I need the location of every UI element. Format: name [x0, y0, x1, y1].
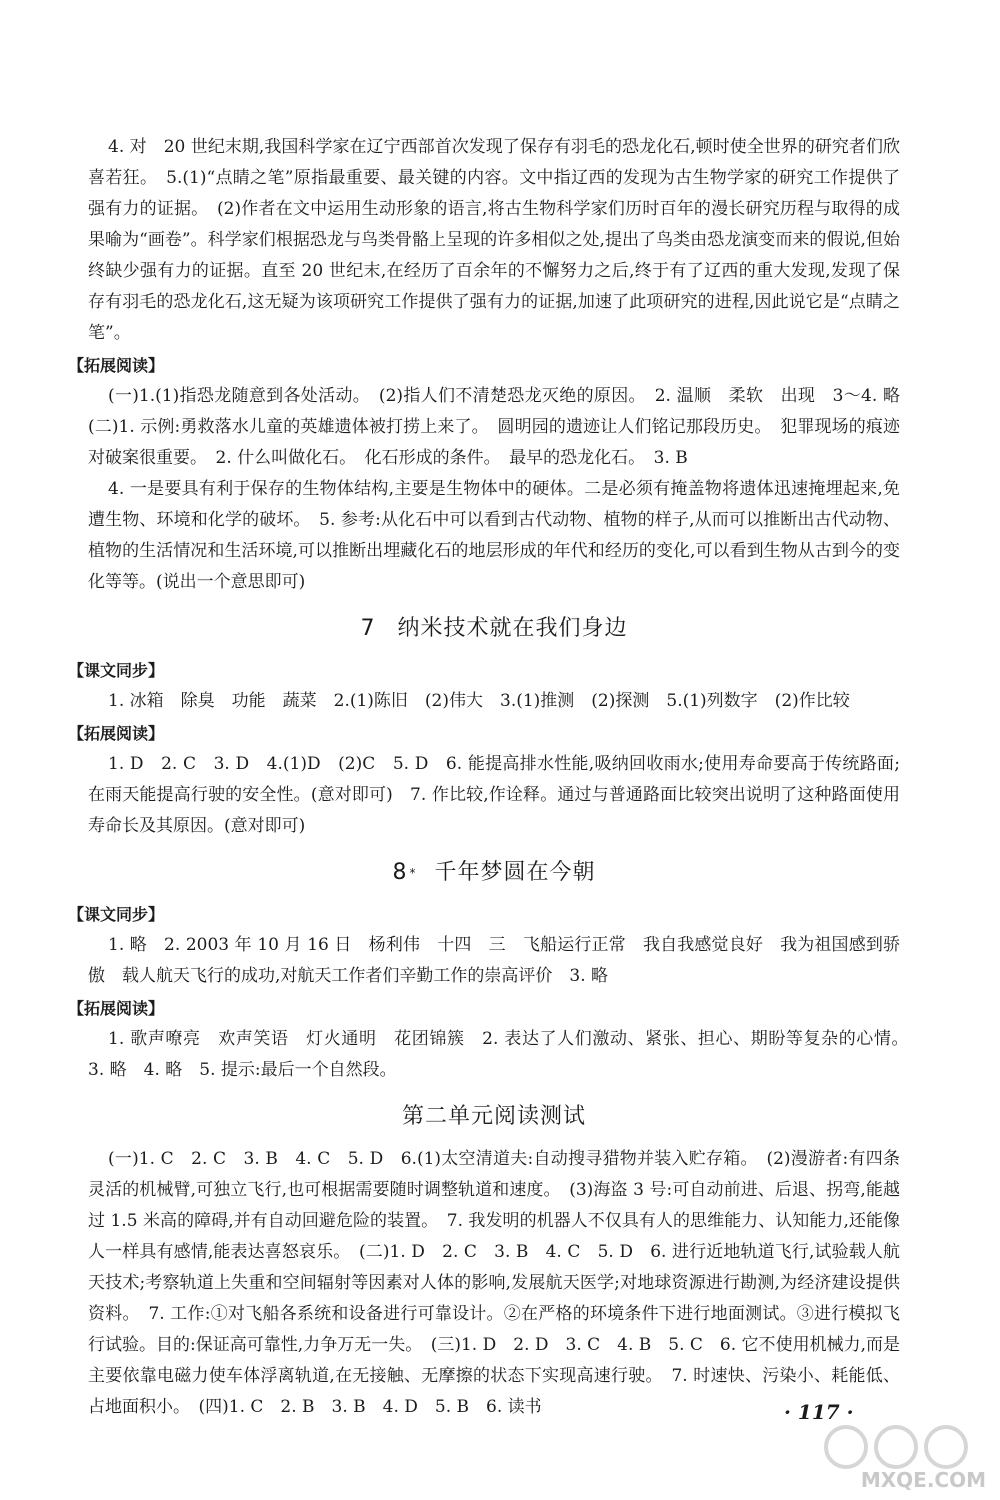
- section-8-title: [88, 856, 900, 890]
- extended-reading-paragraph-1b: 4. 一是要具有利于保存的生物体结构,主要是生物体中的硬体。二是必须有掩盖物将遗体迅速掩埋起来,免遭生物、环境和化学的破坏。 5. 参考:从化石中可以看到古代动物、植物的样子,从而可以推断出古代动物、植物的生活情况和生活环境,可以推断出埋藏化石的地层形成的年代和经历的变化,可以看到生物从古到今的变化等等。(说出一个意思即可): [88, 479, 900, 592]
- watermark-icon: [806, 1422, 986, 1472]
- section-7-extended-answers: 1. D 2. C 3. D 4.(1)D (2)C 5. D 6. 能提高排水性能,吸纳回收雨水;使用寿命要高于传统路面;在雨天能提高行驶的安全性。(意对即可) 7. 作比较,作诠释。通过与普通路面比较突出说明了这种路面使用寿命长及其原因。(意对即可): [88, 754, 900, 836]
- watermark-text: MXQE.COM: [860, 1468, 986, 1492]
- section-8-mark: *: [409, 866, 417, 880]
- unit-test-answers: (一)1. C 2. C 3. B 4. C 5. D 6.(1)太空清道夫:自动搜寻猎物并装入贮存箱。 (2)漫游者:有四条灵活的机械臂,可独立飞行,也可根据需要随时调整轨道和速度。 (3)海盗 3 号:可自动前进、后退、拐弯,能越过 1.5 米高的障碍,并有自动回避危险的装置。 7. 我发明的机器人不仅具有人的思维能力、认知能力,还能像人一样具有感情,能表达喜怒哀乐。 (二)1. D 2. C 3. B 4. C 5. D 6. 进行近地轨道飞行,试验载人航天技术;考察轨道上失重和空间辐射等因素对人体的影响,发展航天医学;对地球资源进行勘测,为经济建设提供资料。 7. 工作:①对飞船各系统和设备进行可靠设计。②在严格的环境条件下进行地面测试。③进行模拟飞行试验。目的:保证高可靠性,力争万无一失。 (三)1. D 2. D 3. C 4. B 5. C 6. 它不使用机械力,而是主要依靠电磁力使车体浮离轨道,在无接触、无摩擦的状态下实现高速行驶。 7. 时速快、污染小、耗能低、占地面积小。 (四)1. C 2. B 3. B 4. D 5. B 6. 读书: [88, 1149, 900, 1417]
- section-8-sync-answers: 1. 略 2. 2003 年 10 月 16 日 杨利伟 十四 三 飞船运行正常 我自我感觉良好 我为祖国感到骄傲 载人航天飞行的成功,对航天工作者们辛勤工作的崇高评价 3. 略: [88, 935, 900, 986]
- page-content: [68, 132, 917, 1423]
- section-7-sync-answers: 1. 冰箱 除臭 功能 蔬菜 2.(1)陈旧 (2)伟大 3.(1)推测 (2)探测 5.(1)列数字 (2)作比较: [108, 691, 850, 711]
- section-7-title-text: 纳米技术就在我们身边: [397, 616, 628, 641]
- section-8-extended-answers: 1. 歌声嘹亮 欢声笑语 灯火通明 花团锦簇 2. 表达了人们激动、紧张、担心、期盼等复杂的心情。 3. 略 4. 略 5. 提示:最后一个自然段。: [88, 1029, 917, 1080]
- answer-paragraph-top: 4. 对 20 世纪末期,我国科学家在辽宁西部首次发现了保存有羽毛的恐龙化石,顿时使全世界的研究者们欣喜若狂。 5.(1)“点睛之笔”原指最重要、最关键的内容。文中指辽西的发现为古生物学家的研究工作提供了强有力的证据。 (2)作者在文中运用生动形象的语言,将古生物科学家们历时百年的漫长研究历程与取得的成果喻为“画卷”。科学家们根据恐龙与鸟类骨骼上呈现的许多相似之处,提出了鸟类由恐龙演变而来的假说,但始终缺少强有力的证据。直至 20 世纪末,在经历了百余年的不懈努力之后,终于有了辽西的重大发现,发现了保存有羽毛的恐龙化石,这无疑为该项研究工作提供了强有力的证据,加速了此项研究的进程,因此说它是“点睛之笔”。: [88, 137, 900, 343]
- extended-reading-label-1: 【拓展阅读】: [68, 356, 165, 375]
- section-8-number: 8: [392, 860, 408, 885]
- section-7-number: 7: [360, 616, 376, 641]
- page-number: · 117 ·: [784, 1400, 854, 1424]
- unit-test-title: 第二单元阅读测试: [401, 1104, 586, 1129]
- extended-reading-paragraph-1a: (一)1.(1)指恐龙随意到各处活动。 (2)指人们不清楚恐龙灭绝的原因。 2. 温顺 柔软 出现 3～4. 略 (二)1. 示例:勇救落水儿童的英雄遗体被打捞上来了。 圆明园的遗迹让人们铭记那段历史。 犯罪现场的痕迹对破案很重要。 2. 什么叫做化石。 化石形成的条件。 最早的恐龙化石。 3. B: [88, 386, 917, 468]
- text-sync-label-7: 【课文同步】: [68, 661, 165, 680]
- watermark-logo: [806, 1422, 986, 1492]
- extended-reading-label-7: 【拓展阅读】: [68, 724, 165, 743]
- section-8-title-text: 千年梦圆在今朝: [434, 860, 596, 885]
- section-7-title: [88, 612, 900, 646]
- extended-reading-label-8: 【拓展阅读】: [68, 999, 165, 1018]
- text-sync-label-8: 【课文同步】: [68, 905, 165, 924]
